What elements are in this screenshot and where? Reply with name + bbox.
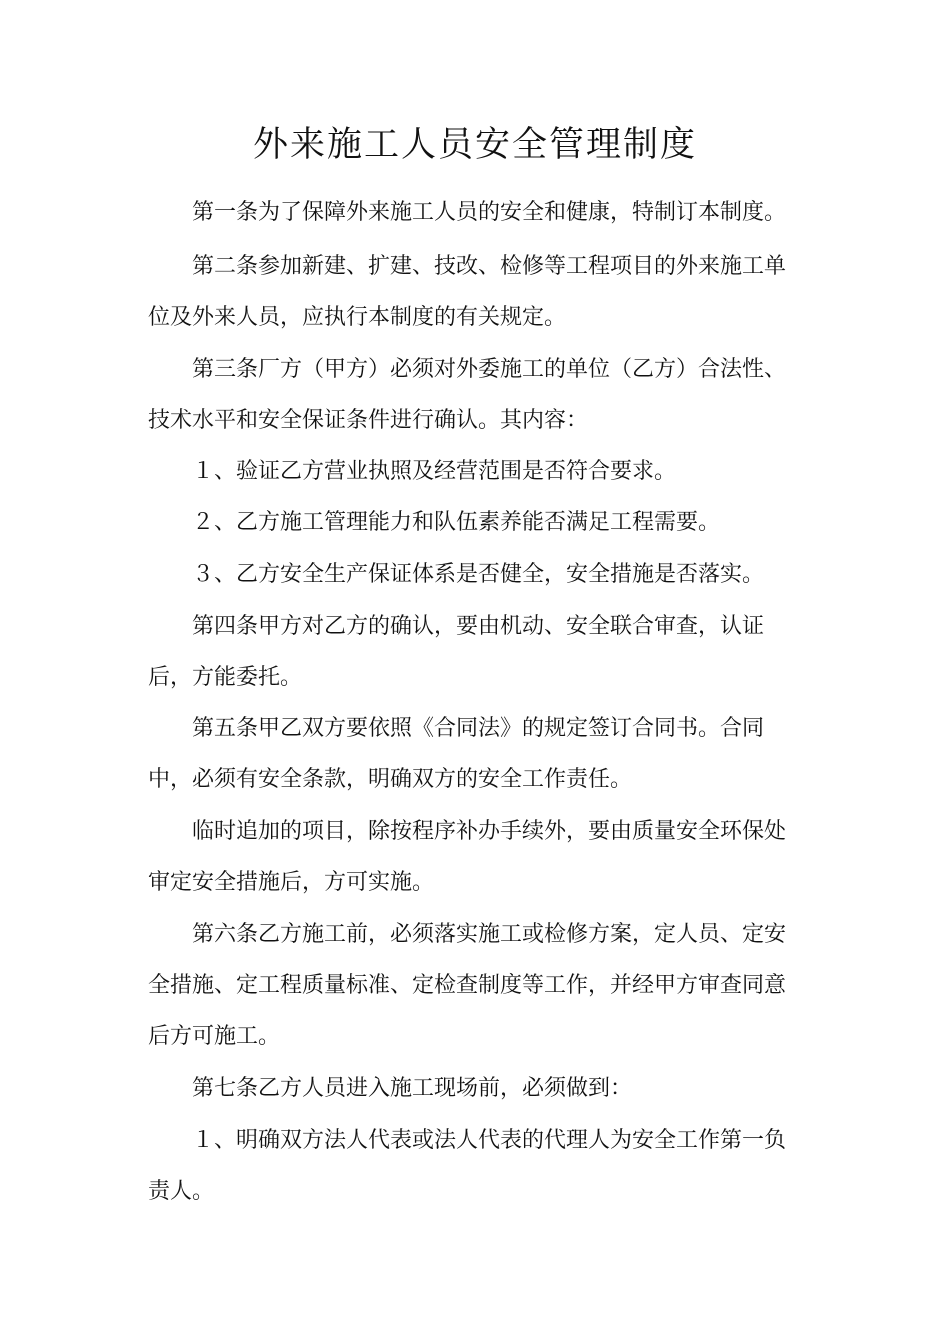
article-2-line-1: 第二条参加新建、扩建、技改、检修等工程项目的外来施工单 xyxy=(192,254,787,279)
article-7-item-1-line-2: 责人。 xyxy=(148,1179,215,1204)
article-6-line-3: 后方可施工。 xyxy=(148,1024,281,1049)
supplement-line-2: 审定安全措施后，方可实施。 xyxy=(148,870,435,895)
article-3-item-1: １、验证乙方营业执照及经营范围是否符合要求。 xyxy=(192,459,677,484)
article-6-line-1: 第六条乙方施工前，必须落实施工或检修方案，定人员、定安 xyxy=(192,922,787,947)
article-3-item-2: ２、乙方施工管理能力和队伍素养能否满足工程需要。 xyxy=(192,510,721,535)
article-2-line-2: 位及外来人员，应执行本制度的有关规定。 xyxy=(148,305,567,330)
article-7-line-1: 第七条乙方人员进入施工现场前，必须做到： xyxy=(192,1076,633,1101)
article-3-item-3: ３、乙方安全生产保证体系是否健全，安全措施是否落实。 xyxy=(192,562,765,587)
supplement-line-1: 临时追加的项目，除按程序补办手续外，要由质量安全环保处 xyxy=(192,819,787,844)
article-1-line-1: 第一条为了保障外来施工人员的安全和健康，特制订本制度。 xyxy=(192,200,787,225)
article-6-line-2: 全措施、定工程质量标准、定检查制度等工作，并经甲方审查同意 xyxy=(148,973,787,998)
article-3-line-1: 第三条厂方（甲方）必须对外委施工的单位（乙方）合法性、 xyxy=(192,357,787,382)
article-4-line-2: 后，方能委托。 xyxy=(148,665,303,690)
article-5-line-2: 中，必须有安全条款，明确双方的安全工作责任。 xyxy=(148,767,633,792)
document-title: 外来施工人员安全管理制度 xyxy=(252,125,697,165)
article-7-item-1-line-1: １、明确双方法人代表或法人代表的代理人为安全工作第一负 xyxy=(192,1128,787,1153)
article-5-line-1: 第五条甲乙双方要依照《合同法》的规定签订合同书。合同 xyxy=(192,716,765,741)
article-4-line-1: 第四条甲方对乙方的确认，要由机动、安全联合审查，认证 xyxy=(192,614,765,639)
article-3-line-2: 技术水平和安全保证条件进行确认。其内容： xyxy=(148,408,589,433)
